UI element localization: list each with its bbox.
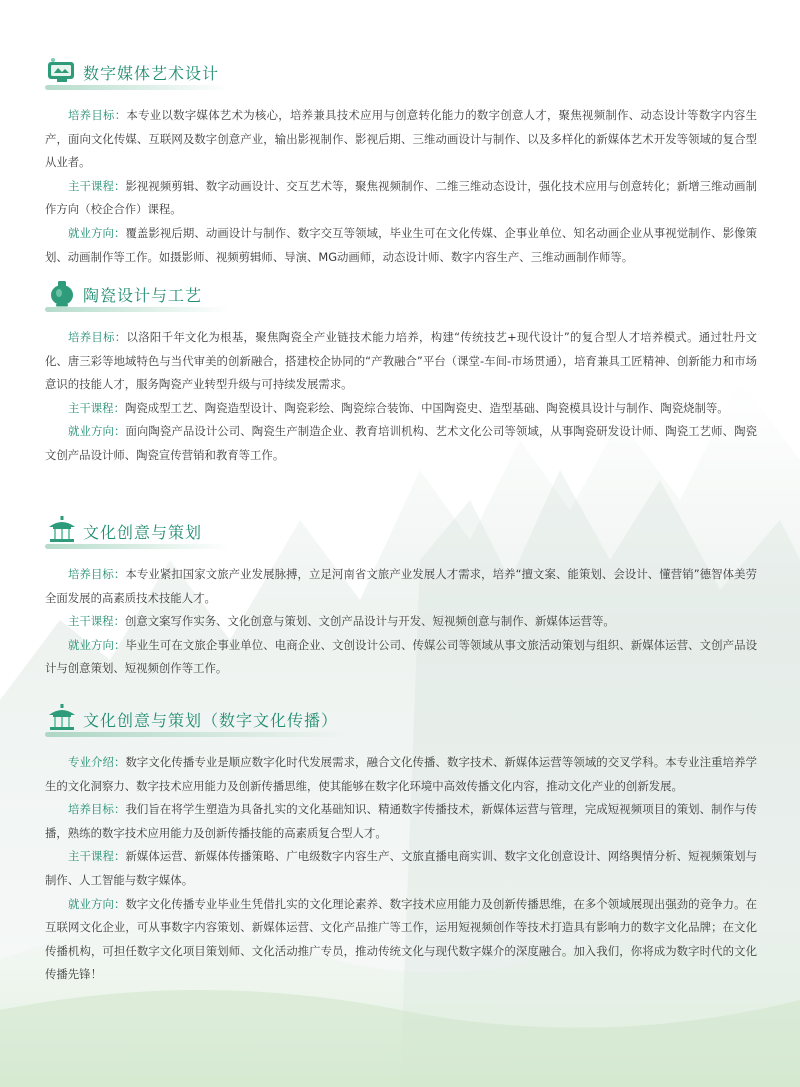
paragraph-label: 主干课程： bbox=[68, 178, 126, 193]
paragraph-text: 新媒体运营、新媒体传播策略、广电级数字内容生产、文旅直播电商实训、数字文化创意设计、网络舆情分析、短视频策划与制作、人工智能与数字媒体。 bbox=[45, 849, 757, 887]
paragraph-text: 本专业紧扣国家文旅产业发展脉搏，立足河南省文旅产业发展人才需求，培养“擅文案、能策划、会设计、懂营销”德智体美劳全面发展的高素质技术技能人才。 bbox=[45, 567, 757, 605]
title-underline bbox=[45, 85, 230, 90]
paragraph-text: 面向陶瓷产品设计公司、陶瓷生产制造企业、教育培训机构、艺术文化公司等领域，从事陶瓷研发设计师、陶瓷工艺师、陶瓷文创产品设计师、陶瓷宣传营销和教育等工作。 bbox=[45, 424, 757, 462]
paragraph-core-courses bbox=[45, 610, 757, 634]
monitor-icon bbox=[45, 56, 79, 86]
paragraph-text: 数字文化传播专业毕业生凭借扎实的文化理论素养、数字技术应用能力及创新传播思维，在多个领域展现出强劲的竞争力。在互联网文化企业，可从事数字内容策划、新媒体运营、文化产品推广等工作，运用短视频创作等技术打造具有影响力的数字文化品牌；在文化传播机构，可担任数字文化项目策划师、文化活动推广专员，推动传统文化与现代数字媒介的深度融合。加入我们，你将成为数字时代的文化传播先锋！ bbox=[45, 896, 757, 982]
paragraph-label: 就业方向： bbox=[68, 637, 126, 652]
section-digital-culture bbox=[45, 703, 757, 987]
paragraph-training-goal bbox=[45, 326, 757, 397]
title-underline bbox=[45, 307, 230, 312]
paragraph-training-goal bbox=[45, 563, 757, 610]
pavilion-icon bbox=[45, 515, 79, 545]
paragraph-intro bbox=[45, 751, 757, 798]
vase-icon bbox=[45, 278, 79, 308]
paragraph-text: 以洛阳千年文化为根基，聚焦陶瓷全产业链技术能力培养，构建“传统技艺+现代设计”的复合型人才培养模式。通过牡丹文化、唐三彩等地域特色与当代审美的创新融合，搭建校企协同的“产教融合”平台（课堂-车间-市场贯通），培育兼具工匠精神、创新能力和市场意识的技能人才，服务陶瓷产业转型升级与可持续发展需求。 bbox=[45, 330, 757, 392]
paragraph-text: 我们旨在将学生塑造为具备扎实的文化基础知识、精通数字传播技术，新媒体运营与管理，完成短视频项目的策划、制作与传播，熟练的数字技术应用能力及创新传播技能的高素质复合型人才。 bbox=[45, 802, 757, 840]
section-header bbox=[45, 703, 757, 737]
title-underline bbox=[45, 544, 230, 549]
section-digital-media bbox=[45, 56, 757, 269]
paragraph-label: 就业方向： bbox=[68, 896, 126, 911]
paragraph-text: 数字文化传播专业是顺应数字化时代发展需求，融合文化传播、数字技术、新媒体运营等领域的交叉学科。本专业注重培养学生的文化洞察力、数字技术应用能力及创新传播思维，使其能够在数字化环境中高效传播文化内容，推动文化产业的创新发展。 bbox=[45, 755, 757, 793]
paragraph-text: 毕业生可在文旅企事业单位、电商企业、文创设计公司、传媒公司等领域从事文旅活动策划与组织、新媒体运营、文创产品设计与创意策划、短视频创作等工作。 bbox=[45, 637, 757, 676]
paragraph-career bbox=[45, 634, 757, 681]
paragraph-training-goal bbox=[45, 798, 757, 845]
section-title: 文化创意与策划（数字文化传播） bbox=[83, 711, 339, 730]
paragraph-core-courses bbox=[45, 397, 757, 421]
section-header bbox=[45, 278, 757, 312]
paragraph-text: 影视视频剪辑、数字动画设计、交互艺术等，聚焦视频制作、二维三维动态设计，强化技术应用与创意转化；新增三维动画制作方向（校企合作）课程。 bbox=[45, 178, 757, 217]
paragraph-label: 专业介绍： bbox=[68, 755, 126, 769]
title-underline bbox=[45, 732, 345, 737]
section-ceramics bbox=[45, 278, 757, 468]
paragraph-label: 培养目标： bbox=[68, 108, 127, 122]
paragraph-career bbox=[45, 420, 757, 467]
paragraph-career bbox=[45, 222, 757, 269]
section-title: 文化创意与策划 bbox=[83, 523, 203, 542]
paragraph-label: 主干课程： bbox=[68, 400, 125, 415]
paragraph-label: 主干课程： bbox=[68, 614, 125, 629]
paragraph-text: 本专业以数字媒体艺术为核心，培养兼具技术应用与创意转化能力的数字创意人才，聚焦视频制作、动态设计等数字内容生产，面向文化传媒、互联网及数字创意产业，输出影视制作、影视后期、三维动画设计与制作、以及多样化的新媒体艺术开发等领域的复合型从业者。 bbox=[45, 108, 757, 170]
paragraph-text: 覆盖影视后期、动画设计与制作、数字交互等领域，毕业生可在文化传媒、企事业单位、知名动画企业从事视觉制作、影像策划、动画制作等工作。如摄影师、视频剪辑师、导演、MG动画师，动态设计师、数字内容生产、三维动画制作师等。 bbox=[45, 225, 757, 264]
paragraph-text: 创意文案写作实务、文化创意与策划、文创产品设计与开发、短视频创意与制作、新媒体运营等。 bbox=[124, 614, 615, 629]
paragraph-text: 陶瓷成型工艺、陶瓷造型设计、陶瓷彩绘、陶瓷综合装饰、中国陶瓷史、造型基础、陶瓷模具设计与制作、陶瓷烧制等。 bbox=[124, 400, 729, 415]
section-cultural-creativity bbox=[45, 515, 757, 681]
section-header bbox=[45, 515, 757, 549]
section-title: 数字媒体艺术设计 bbox=[83, 64, 220, 83]
paragraph-label: 培养目标： bbox=[68, 802, 126, 817]
paragraph-label: 就业方向： bbox=[68, 225, 126, 240]
pavilion-icon bbox=[45, 703, 79, 733]
paragraph-label: 培养目标： bbox=[68, 330, 127, 344]
paragraph-training-goal bbox=[45, 104, 757, 175]
paragraph-core-courses bbox=[45, 845, 757, 892]
paragraph-label: 主干课程： bbox=[68, 849, 126, 864]
section-title: 陶瓷设计与工艺 bbox=[83, 286, 203, 305]
paragraph-core-courses bbox=[45, 175, 757, 222]
paragraph-label: 培养目标： bbox=[68, 567, 126, 581]
paragraph-label: 就业方向： bbox=[68, 424, 126, 439]
paragraph-career bbox=[45, 893, 757, 987]
section-header bbox=[45, 56, 757, 90]
